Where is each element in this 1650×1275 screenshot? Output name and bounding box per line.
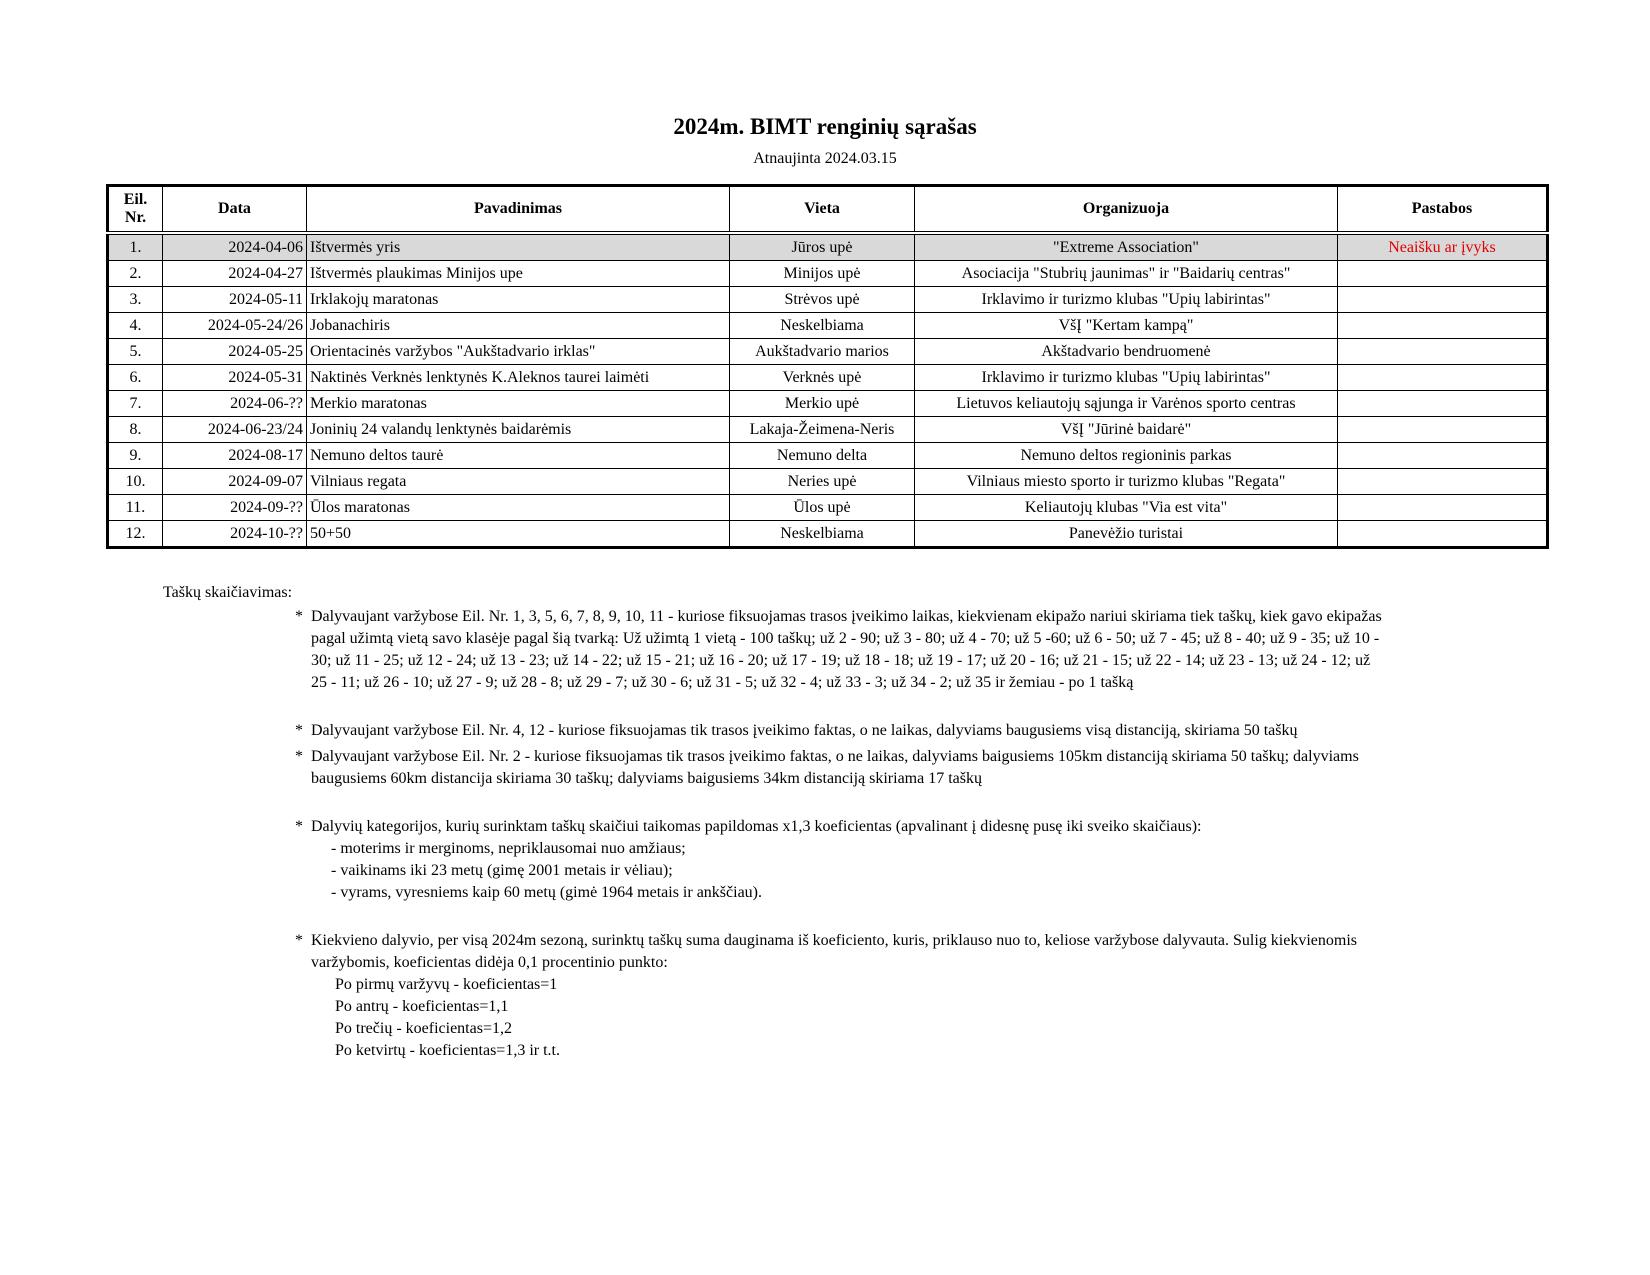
bullet-star: * [295,748,303,765]
cell-nr: 1. [108,233,163,261]
cell-event-name: Jobanachiris [307,313,730,339]
cell-organizer: Akštadvario bendruomenė [915,339,1338,365]
cell-date: 2024-09-07 [163,469,307,495]
column-header-notes: Pastabos [1338,186,1548,234]
scoring-rule-categories [295,816,1535,904]
bullet-star: * [295,818,303,835]
table-row [108,313,1548,339]
table-row [108,391,1548,417]
cell-date: 2024-05-11 [163,287,307,313]
scoring-rule-completion-line: Dalyvaujant varžybose Eil. Nr. 4, 12 - kuriose fiksuojamas tik trasos įveikimo faktas, o ne laikas, dalyviams baugusiems visą distanciją, skiriama 50 taškų [311,722,1298,739]
cell-event-name: Vilniaus regata [307,469,730,495]
cell-organizer: VšĮ "Kertam kampą" [915,313,1338,339]
cell-notes [1338,391,1548,417]
table-body [108,233,1548,548]
bullet-star: * [295,608,303,625]
table-row [108,443,1548,469]
cell-nr: 12. [108,521,163,548]
cell-date: 2024-09-?? [163,495,307,521]
scoring-rule-completion [295,720,1535,742]
scoring-rule-timed [295,606,1535,694]
scoring-rule-coefficient [295,930,1535,1062]
cell-notes [1338,443,1548,469]
cell-place: Nemuno delta [730,443,915,469]
cell-date: 2024-10-?? [163,521,307,548]
scoring-rule-coefficient-line: Kiekvieno dalyvio, per visą 2024m sezoną, surinktų taškų suma dauginama iš koeficiento, kuris, priklauso nuo to, keliose varžybose dalyvauta. Sulig kiekvienomis [311,932,1358,949]
cell-event-name: Orientacinės varžybos "Aukštadvario irklas" [307,339,730,365]
table-header-row [108,186,1548,234]
cell-date: 2024-08-17 [163,443,307,469]
cell-date: 2024-05-31 [163,365,307,391]
table-row [108,521,1548,548]
cell-date: 2024-04-27 [163,261,307,287]
cell-place: Jūros upė [730,233,915,261]
cell-notes [1338,521,1548,548]
cell-nr: 10. [108,469,163,495]
cell-date: 2024-05-24/26 [163,313,307,339]
scoring-rule-timed-line: 30; už 11 - 25; už 12 - 24; už 13 - 23; už 14 - 22; už 15 - 21; už 16 - 20; už 17 - 19; už 18 - 18; už 19 - 17; už 20 - 16; už 21 - 15; už 22 - 14; už 23 - 13; už 24 - 12; už [311,652,1371,669]
coefficient-item: Po antrų - koeficientas=1,1 [335,998,509,1015]
cell-event-name: Nemuno deltos taurė [307,443,730,469]
cell-nr: 8. [108,417,163,443]
column-header-nr: Eil. Nr. [108,186,163,234]
scoring-rule-coefficient-line: varžybomis, koeficientas didėja 0,1 procentinio punkto: [311,954,668,971]
cell-nr: 3. [108,287,163,313]
category-item: - vaikinams iki 23 metų (gimę 2001 metais ir vėliau); [331,862,673,879]
cell-place: Neries upė [730,469,915,495]
cell-organizer: Asociacija "Stubrių jaunimas" ir "Baidarių centras" [915,261,1338,287]
page-subtitle: Atnaujinta 2024.03.15 [753,150,897,167]
events-table [106,184,1549,549]
cell-place: Minijos upė [730,261,915,287]
cell-organizer: Lietuvos keliautojų sąjunga ir Varėnos sporto centras [915,391,1338,417]
cell-organizer: Vilniaus miesto sporto ir turizmo klubas "Regata" [915,469,1338,495]
cell-notes [1338,339,1548,365]
cell-notes: Neaišku ar įvyks [1338,233,1548,261]
cell-event-name: Ištvermės yris [307,233,730,261]
coefficient-item: Po pirmų varžyvų - koeficientas=1 [335,976,558,993]
cell-organizer: Keliautojų klubas "Via est vita" [915,495,1338,521]
cell-organizer: Irklavimo ir turizmo klubas "Upių labirintas" [915,287,1338,313]
cell-notes [1338,261,1548,287]
coefficient-item: Po ketvirtų - koeficientas=1,3 ir t.t. [335,1042,560,1059]
scoring-rule-distance-line: baugusiems 60km distancija skiriama 30 taškų; dalyviams baigusiems 34km distanciją skiriama 17 taškų [311,770,982,787]
scoring-rule-timed-line: 25 - 11; už 26 - 10; už 27 - 9; už 28 - 8; už 29 - 7; už 30 - 6; už 31 - 5; už 32 - 4; už 33 - 3; už 34 - 2; už 35 ir žemiau - po 1 tašką [311,674,1134,691]
cell-place: Lakaja-Žeimena-Neris [730,417,915,443]
cell-event-name: 50+50 [307,521,730,548]
table-row [108,261,1548,287]
cell-nr: 2. [108,261,163,287]
cell-organizer: Panevėžio turistai [915,521,1338,548]
cell-notes [1338,417,1548,443]
cell-place: Neskelbiama [730,521,915,548]
cell-place: Merkio upė [730,391,915,417]
cell-notes [1338,287,1548,313]
cell-event-name: Naktinės Verknės lenktynės K.Aleknos taurei laimėti [307,365,730,391]
cell-event-name: Joninių 24 valandų lenktynės baidarėmis [307,417,730,443]
cell-date: 2024-06-23/24 [163,417,307,443]
cell-nr: 6. [108,365,163,391]
table-row [108,469,1548,495]
bullet-star: * [295,932,303,949]
scoring-notes [295,606,1535,1062]
cell-place: Verknės upė [730,365,915,391]
cell-event-name: Ištvermės plaukimas Minijos upe [307,261,730,287]
column-header-organizer: Organizuoja [915,186,1338,234]
cell-notes [1338,313,1548,339]
cell-organizer: Irklavimo ir turizmo klubas "Upių labirintas" [915,365,1338,391]
cell-event-name: Merkio maratonas [307,391,730,417]
cell-place: Aukštadvario marios [730,339,915,365]
coefficient-item: Po trečių - koeficientas=1,2 [335,1020,512,1037]
cell-notes [1338,365,1548,391]
table-row [108,339,1548,365]
category-item: - moterims ir merginoms, nepriklausomai nuo amžiaus; [331,840,686,857]
cell-organizer: VšĮ "Jūrinė baidarė" [915,417,1338,443]
scoring-rule-timed-line: Dalyvaujant varžybose Eil. Nr. 1, 3, 5, 6, 7, 8, 9, 10, 11 - kuriose fiksuojamas trasos įveikimo laikas, kiekvienam ekipažo nariui skiriama tiek taškų, kiek gavo ekipažas [311,608,1382,625]
cell-place: Ūlos upė [730,495,915,521]
cell-date: 2024-06-?? [163,391,307,417]
column-header-name: Pavadinimas [307,186,730,234]
cell-organizer: Nemuno deltos regioninis parkas [915,443,1338,469]
bullet-star: * [295,722,303,739]
cell-event-name: Irklakojų maratonas [307,287,730,313]
cell-nr: 4. [108,313,163,339]
scoring-rule-categories-line: Dalyvių kategorijos, kurių surinktam taškų skaičiui taikomas papildomas x1,3 koeficientas (apvalinant į didesnę pusę iki sveiko skaičiaus): [311,818,1202,835]
table-row [108,365,1548,391]
scoring-rule-distance-line: Dalyvaujant varžybose Eil. Nr. 2 - kuriose fiksuojamas tik trasos įveikimo faktas, o ne laikas, dalyviams baigusiems 105km distanciją skiriama 50 taškų; dalyviams [311,748,1359,765]
table-row [108,417,1548,443]
scoring-label: Taškų skaičiavimas: [163,584,293,601]
cell-nr: 7. [108,391,163,417]
column-header-place: Vieta [730,186,915,234]
cell-date: 2024-05-25 [163,339,307,365]
scoring-rule-timed-line: pagal užimtą vietą savo klasėje pagal šią tvarką: Už užimtą 1 vietą - 100 taškų; už 2 - 90; už 3 - 80; už 4 - 70; už 5 -60; už 6 - 50; už 7 - 45; už 8 - 40; už 9 - 35; už 10 - [311,630,1380,647]
cell-notes [1338,469,1548,495]
cell-organizer: "Extreme Association" [915,233,1338,261]
cell-date: 2024-04-06 [163,233,307,261]
cell-nr: 5. [108,339,163,365]
cell-place: Strėvos upė [730,287,915,313]
page-title: 2024m. BIMT renginių sąrašas [673,114,977,139]
cell-event-name: Ūlos maratonas [307,495,730,521]
cell-place: Neskelbiama [730,313,915,339]
scoring-rule-distance [295,746,1535,790]
cell-nr: 9. [108,443,163,469]
table-row [108,287,1548,313]
cell-nr: 11. [108,495,163,521]
table-row [108,495,1548,521]
cell-notes [1338,495,1548,521]
category-item: - vyrams, vyresniems kaip 60 metų (gimė 1964 metais ir ankščiau). [331,884,763,901]
table-row [108,233,1548,261]
column-header-date: Data [163,186,307,234]
